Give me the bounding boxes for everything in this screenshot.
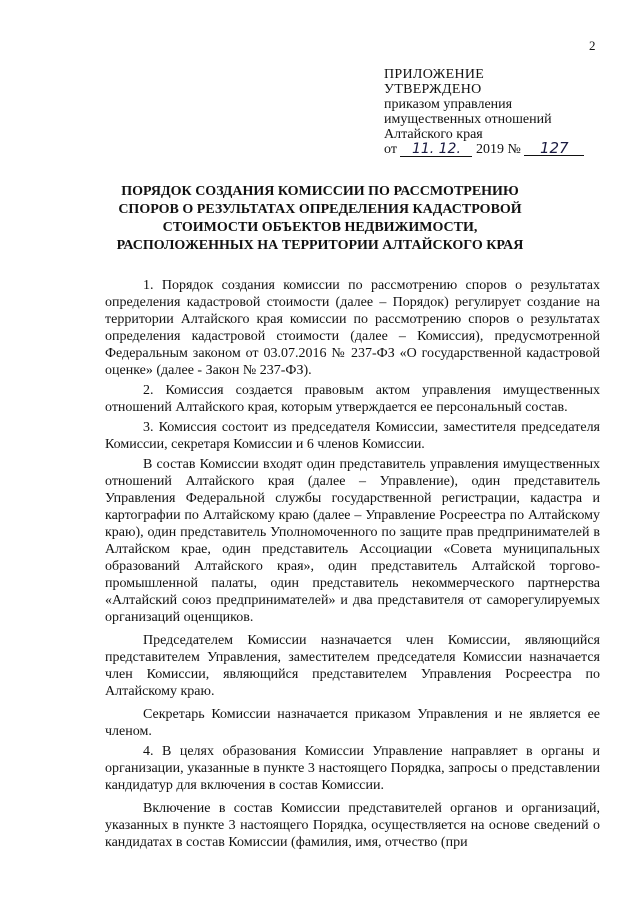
paragraph-composition: В состав Комиссии входят один представитель управления имущественных отношений Алтайского края (далее – Управление), один представитель Управления Федеральной службы государственной регистрации, кадастра и картографии по Алтайскому краю (далее – Управление Росреестра по Алтайскому краю), один представитель Уполномоченного по защите прав предпринимателей в Алтайском крае, один представитель Ассоциации «Совета муниципальных образований Алтайского края», один представитель Алтайской торгово-промышленной палаты, один представитель некоммерческого партнерства «Алтайский союз предпринимателей» и два представителя от саморегулируемых организаций оценщиков. [105, 457, 600, 625]
order-year: 2019 [475, 142, 504, 157]
approved-label: УТВЕРЖДЕНО [384, 82, 482, 97]
paragraph-chairman: Председателем Комиссии назначается член Комиссии, являющийся представителем Управления, заместителем председателя Комиссии назначается член Комиссии, являющийся представителем Управления Росреестра по Алтайскому краю. [105, 633, 600, 699]
document-title: ПОРЯДОК СОЗДАНИЯ КОМИССИИ ПО РАССМОТРЕНИЮ СПОРОВ О РЕЗУЛЬТАТАХ ОПРЕДЕЛЕНИЯ КАДАСТРОВОЙ СТОИМОСТИ ОБЪЕКТОВ НЕДВИЖИМОСТИ, РАСПОЛОЖЕННЫХ НА ТЕРРИТОРИИ АЛТАЙСКОГО КРАЯ [116, 184, 524, 253]
region-line: Алтайского края [384, 127, 483, 142]
number-sign: № [507, 142, 521, 157]
order-line: приказом управления [384, 97, 513, 112]
paragraph-1: 1. Порядок создания комиссии по рассмотрению споров о результатах определения кадастровой стоимости (далее – Порядок) регулирует создание на территории Алтайского края комиссии по рассмотрению споров о результатах определения кадастровой стоимости (далее – Комиссия), предусмотренной Федеральным законом от 03.07.2016 № 237-ФЗ «О государственной кадастровой оценке» (далее - Закон № 237-ФЗ). [105, 278, 600, 378]
paragraph-3: 3. Комиссия состоит из председателя Комиссии, заместителя председателя Комиссии, секретаря Комиссии и 6 членов Комиссии. [105, 420, 600, 452]
paragraph-inclusion: Включение в состав Комиссии представителей органов и организаций, указанных в пункте 3 настоящего Порядка, осуществляется на основе сведений о кандидатах в состав Комиссии (фамилия, имя, отчество (при [105, 801, 600, 850]
from-label: от [384, 142, 397, 157]
document-body [105, 277, 600, 854]
paragraph-4: 4. В целях образования Комиссии Управление направляет в органы и организации, указанные в пункте 3 настоящего Порядка, запросы о представлении кандидатур для включения в состав Комиссии. [105, 744, 600, 793]
page-number: 2 [589, 38, 596, 53]
approval-stamp [384, 67, 584, 157]
handwritten-date: 11. 12. [400, 143, 472, 157]
department-line: имущественных отношений [384, 112, 552, 127]
appendix-label: ПРИЛОЖЕНИЕ [384, 67, 485, 82]
paragraph-secretary: Секретарь Комиссии назначается приказом Управления и не является ее членом. [105, 707, 600, 739]
order-date-number [384, 139, 584, 157]
handwritten-number: 127 [524, 142, 584, 156]
paragraph-2: 2. Комиссия создается правовым актом управления имущественных отношений Алтайского края, которым утверждается ее персональный состав. [105, 383, 600, 415]
